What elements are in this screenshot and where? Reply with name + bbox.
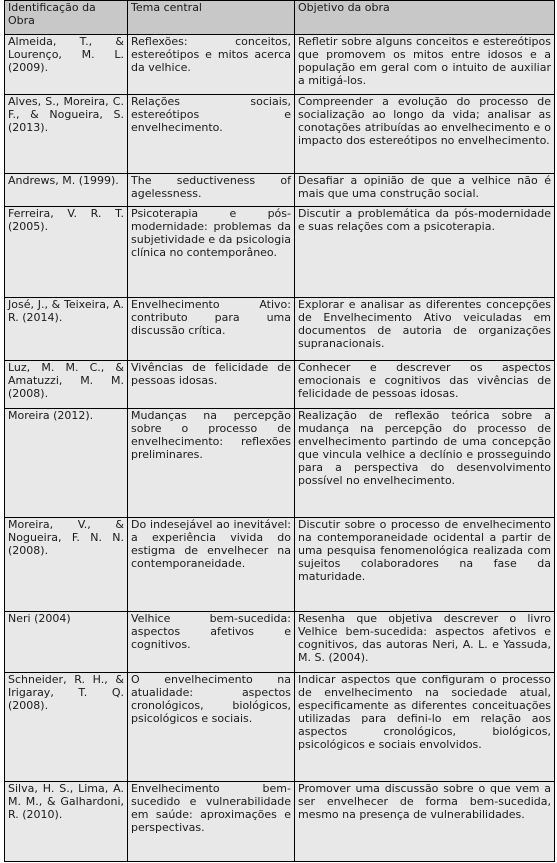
works-table [4,0,555,862]
cell-objetivo: Indicar aspectos que configuram o processo de envelhecimento na sociedade atual, especificamente as diferentes conceituações utilizadas para defini-lo em relação aos aspectos cronológicos, biológicos, psicológicos e sociais envolvidos. [295,673,555,782]
cell-tema: The seductiveness of agelessness. [128,174,295,207]
cell-identificacao: Moreira (2012). [5,409,128,518]
cell-identificacao: Andrews, M. (1999). [5,174,128,207]
cell-tema: Vivências de felicidade de pessoas idosas. [128,361,295,409]
table-row [5,95,555,174]
cell-objetivo: Discutir sobre o processo de envelhecimento na contemporaneidade ocidental a partir de uma pesquisa fenomenológica realizada com sujeitos colaboradores na fase da maturidade. [295,518,555,612]
cell-tema: Velhice bem-sucedida: aspectos afetivos e cognitivos. [128,612,295,673]
header-objetivo: Objetivo da obra [295,1,555,35]
cell-identificacao: Alves, S., Moreira, C. F., & Nogueira, S. (2013). [5,95,128,174]
table-row [5,782,555,862]
table-header [5,1,555,35]
table-row [5,207,555,298]
cell-objetivo: Resenha que objetiva descrever o livro Velhice bem-sucedida: aspectos afetivos e cognitivos, das autoras Neri, A. L. e Yassuda, M. S. (2004). [295,612,555,673]
cell-objetivo: Explorar e analisar as diferentes concepções de Envelhecimento Ativo veiculadas em documentos de autoria de organizações supranacionais. [295,298,555,361]
header-row [5,1,555,35]
table-row [5,174,555,207]
cell-tema: Mudanças na percepção sobre o processo de envelhecimento: reflexões preliminares. [128,409,295,518]
cell-identificacao: Luz, M. M. C., & Amatuzzi, M. M. (2008). [5,361,128,409]
cell-objetivo: Compreender a evolução do processo de socialização ao longo da vida; analisar as conotações atribuídas ao envelhecimento e o impacto dos estereótipos no envelhecimento. [295,95,555,174]
cell-objetivo: Refletir sobre alguns conceitos e estereótipos que promovem os mitos entre idosos e a população em geral com o intuito de auxiliar a mitigá-los. [295,35,555,95]
cell-identificacao: Almeida, T., & Lourenço, M. L. (2009). [5,35,128,95]
cell-objetivo: Discutir a problemática da pós-modernidade e suas relações com a psicoterapia. [295,207,555,298]
table-row [5,409,555,518]
cell-tema: Envelhecimento bem-sucedido e vulnerabilidade em saúde: aproximações e perspectivas. [128,782,295,862]
cell-identificacao: Silva, H. S., Lima, A. M. M., & Galhardoni, R. (2010). [5,782,128,862]
table-body [5,35,555,862]
cell-identificacao: Schneider, R. H., & Irigaray, T. Q. (2008). [5,673,128,782]
cell-tema: Envelhecimento Ativo: contributo para uma discussão crítica. [128,298,295,361]
cell-identificacao: Ferreira, V. R. T. (2005). [5,207,128,298]
cell-objetivo: Promover uma discussão sobre o que vem a ser envelhecer de forma bem-sucedida, mesmo na presença de vulnerabilidades. [295,782,555,862]
header-identificacao: Identificação da Obra [5,1,128,35]
cell-objetivo: Realização de reflexão teórica sobre a mudança na percepção do processo de envelhecimento partindo de uma concepção que vincula velhice a declínio e prosseguindo para a perspectiva do desenvolvimento possível no envelhecimento. [295,409,555,518]
table-row [5,361,555,409]
cell-identificacao: Moreira, V., & Nogueira, F. N. N. (2008). [5,518,128,612]
table-row [5,518,555,612]
cell-identificacao: Neri (2004) [5,612,128,673]
table-row [5,673,555,782]
cell-objetivo: Conhecer e descrever os aspectos emocionais e cognitivos das vivências de felicidade de pessoas idosas. [295,361,555,409]
header-tema-central: Tema central [128,1,295,35]
cell-tema: Relações sociais, estereótipos e envelhecimento. [128,95,295,174]
table-row [5,35,555,95]
cell-tema: Reflexões: conceitos, estereótipos e mitos acerca da velhice. [128,35,295,95]
cell-tema: O envelhecimento na atualidade: aspectos cronológicos, biológicos, psicológicos e sociais. [128,673,295,782]
cell-objetivo: Desafiar a opinião de que a velhice não é mais que uma construção social. [295,174,555,207]
cell-identificacao: José, J., & Teixeira, A. R. (2014). [5,298,128,361]
table-row [5,298,555,361]
table-row [5,612,555,673]
cell-tema: Do indesejável ao inevitável: a experiência vivida do estigma de envelhecer na contemporaneidade. [128,518,295,612]
cell-tema: Psicoterapia e pós-modernidade: problemas da subjetividade e da psicologia clínica no contemporâneo. [128,207,295,298]
